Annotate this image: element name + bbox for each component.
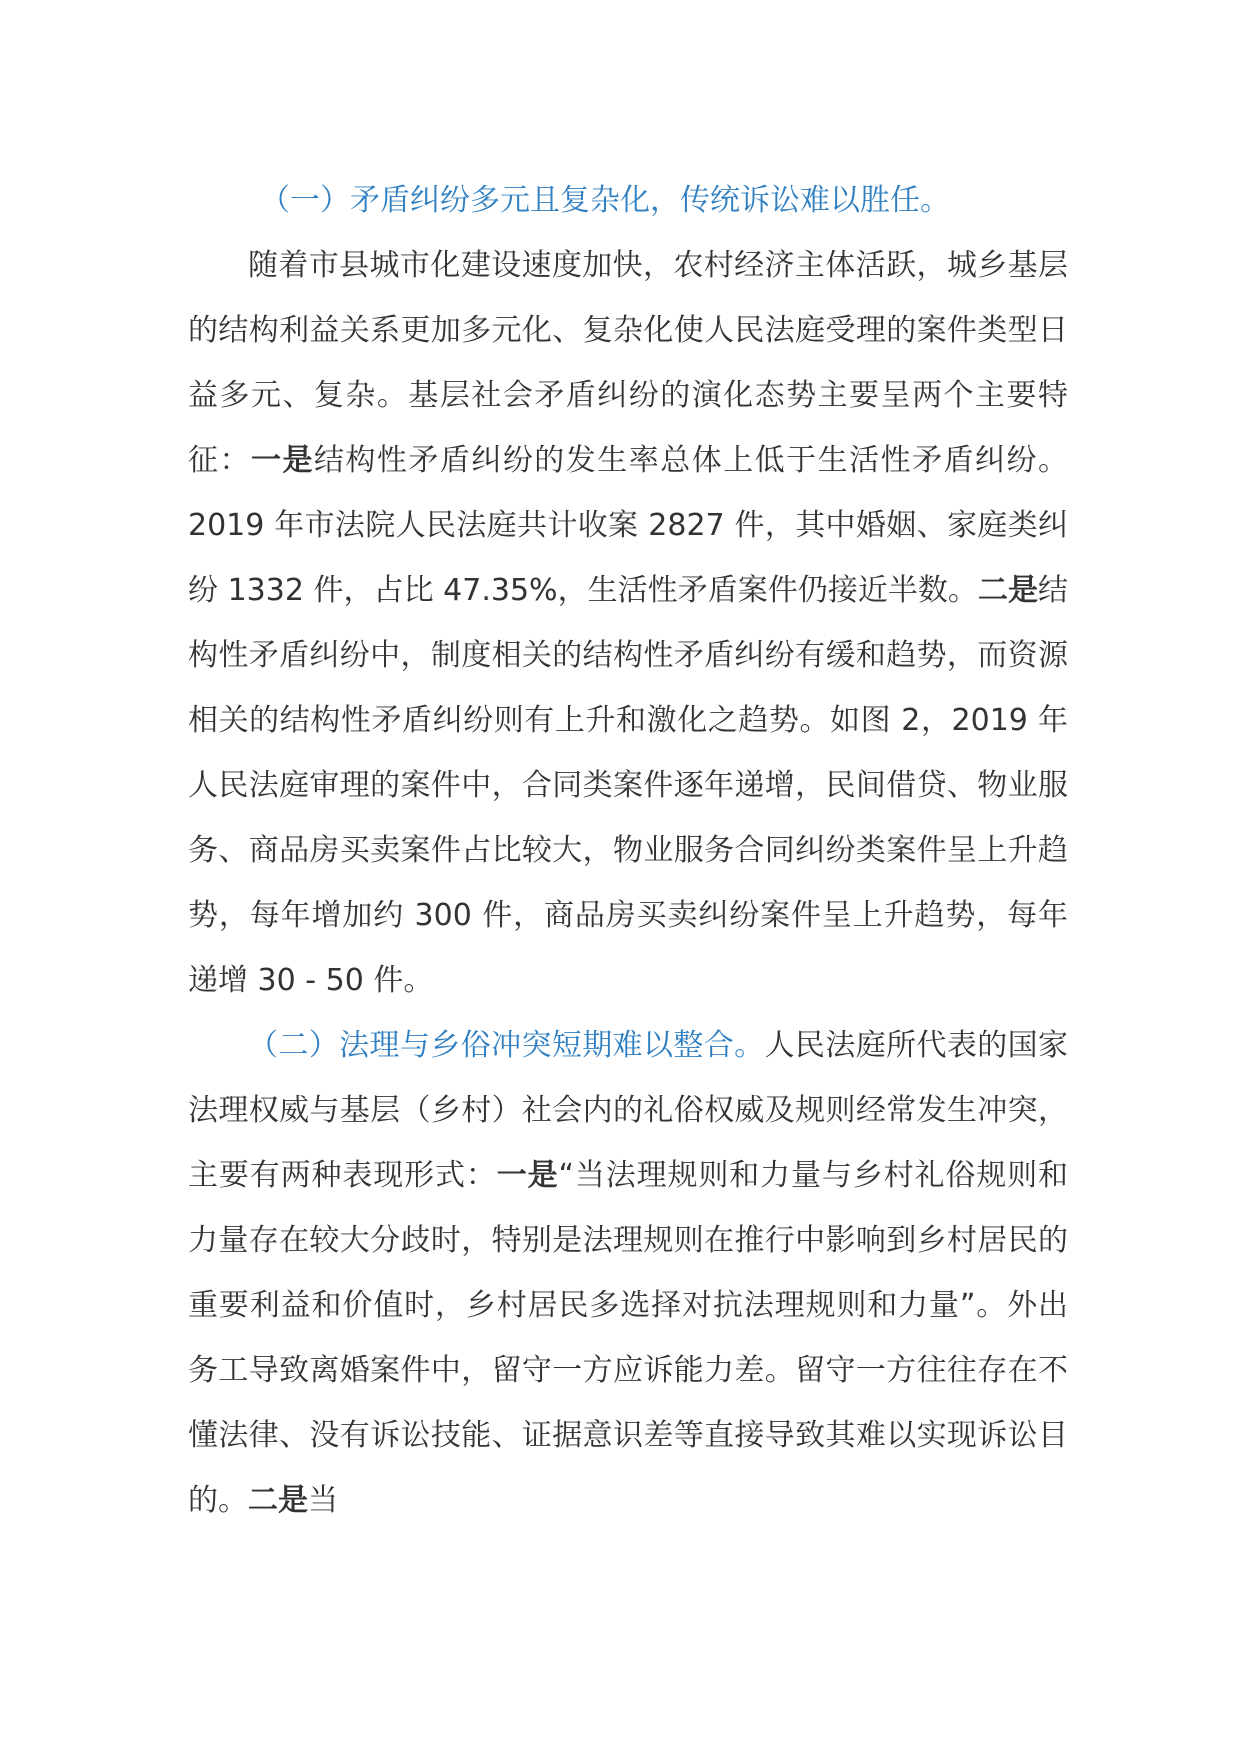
paragraph-2-point-1: “当法理规则和力量与乡村礼俗规则和力量存在较大分歧时，特别是法理规则在推行中影响到乡村居民的重要利益和价值时，乡村居民多选择对抗法理规则和力量”。外出务工导致离婚案件中，留守一方应诉能力差。留守一方往往存在不懂法律、没有诉讼技能、证据意识差等直接导致其难以实现诉讼目的。 (188, 1158, 1068, 1518)
section-heading-1: （一）矛盾纠纷多元且复杂化，传统诉讼难以胜任。 (260, 183, 950, 218)
paragraph-1-point-2: 结构性矛盾纠纷中，制度相关的结构性矛盾纠纷有缓和趋势，而资源相关的结构性矛盾纠纷则有上升和激化之趋势。如图 2，2019 年人民法庭审理的案件中，合同类案件逐年递增，民间借贷、物业服务、商品房买卖案件占比较大，物业服务合同纠纷类案件呈上升趋势，每年增加约 300 件，商品房买卖纠纷案件呈上升趋势，每年递增 30 - 50 件。 (188, 573, 1068, 998)
bold-marker-first: 一是 (250, 443, 314, 478)
document-body (188, 168, 1068, 1533)
bold-marker-second: 二是 (248, 1483, 308, 1518)
paragraph-1-point-1: 结构性矛盾纠纷的发生率总体上低于生活性矛盾纠纷。2019 年市法院人民法庭共计收案 2827 件，其中婚姻、家庭类纠纷 1332 件，占比 47.35%，生活性矛盾案件仍接近半数。 (188, 443, 1069, 608)
paragraph-1 (188, 233, 1068, 1013)
paragraph-2-intro: 人民法庭所代表的国家法理权威与基层（乡村）社会内的礼俗权威及规则经常发生冲突，主要有两种表现形式： (188, 1028, 1069, 1193)
section-heading-2: （二）法理与乡俗冲突短期难以整合。 (248, 1028, 765, 1063)
bold-marker-second: 二是 (977, 573, 1038, 608)
bold-marker-first: 一是 (496, 1158, 559, 1193)
paragraph-2 (188, 1013, 1068, 1533)
paragraph-1-intro: 随着市县城市化建设速度加快，农村经济主体活跃，城乡基层的结构利益关系更加多元化、复杂化使人民法庭受理的案件类型日益多元、复杂。基层社会矛盾纠纷的演化态势主要呈两个主要特征： (188, 248, 1068, 478)
paragraph-2-point-2: 当 (308, 1483, 338, 1518)
